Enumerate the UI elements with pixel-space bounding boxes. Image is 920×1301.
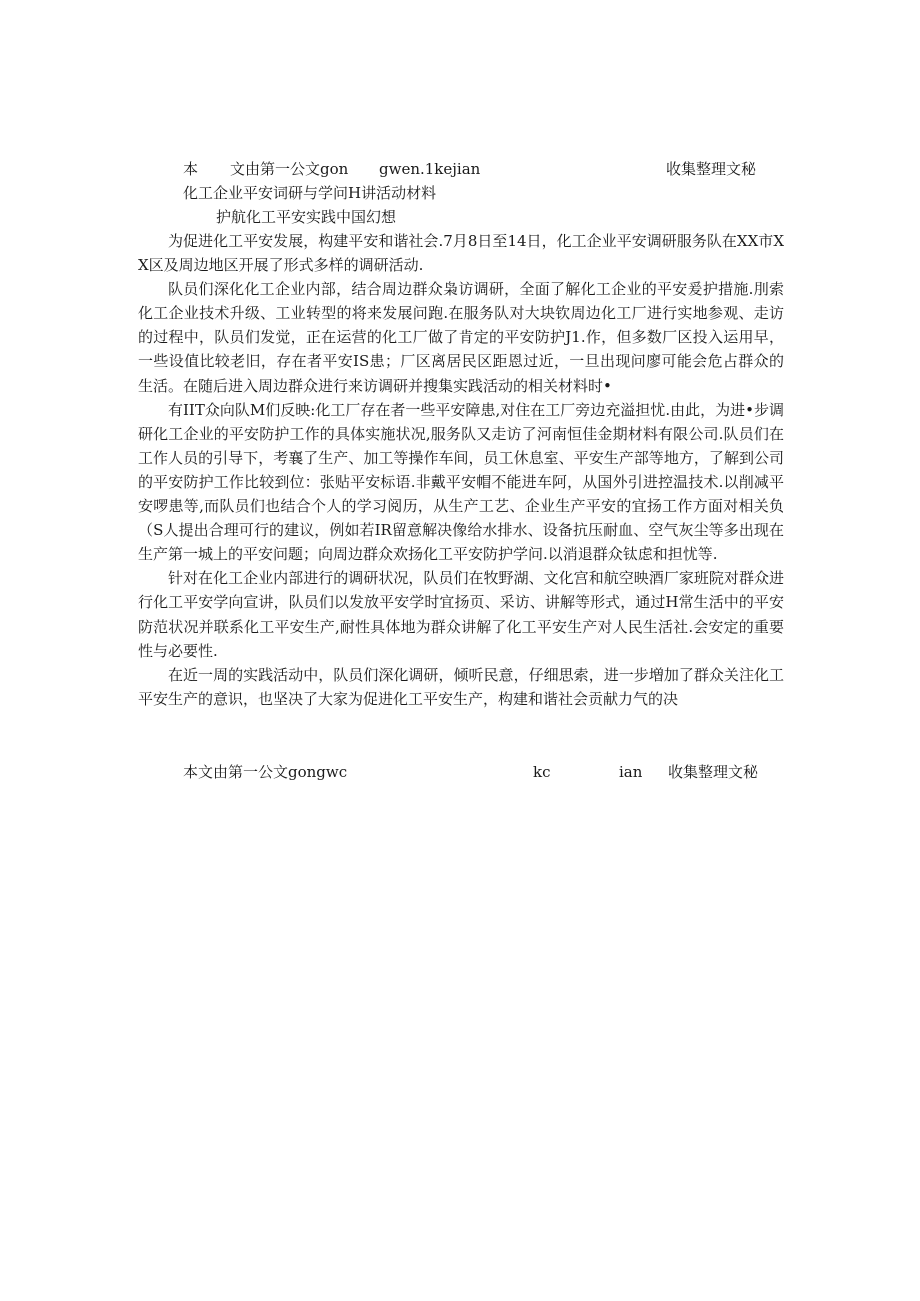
paragraph: 队员们深化化工企业内部，结合周边群众枭访调研，全面了解化工企业的平安爰护措施.刖索化工企业技术升级、工业转型的将来发展问跑.在服务队对大块钦周边化工厂进行实地参观、走访的过程中，队员们发觉，正在运营的化工厂做了肯定的平安防护J1.作，但多数厂区投入运用早，一些设值比较老旧，存在者平安IS患；厂区离居民区距恩过近，一旦出现问廖可能会危占群众的生活。在随后进入周边群众进行来访调研并搜集实践活动的相关材料时•	[138, 280, 784, 395]
paragraph: 针对在化工企业内部进行的调研状况，队员们在牧野湖、文化宫和航空映酒厂家班院对群众进行化工平安学向宣讲，队员们以发放平安学时宜扬页、采访、讲解等形式，通过H常生活中的平安防范状况并联系化工平安生产,耐性具体地为群众讲解了化工平安生产对人民生活社.会安定的重要性与必要性.	[138, 569, 784, 660]
paragraph: 为促进化工平安发展，构建平安和谐社会.7月8日至14日，化工企业平安调研服务队在XX市XX区及周边地区开展了形式多样的调研活动.	[138, 232, 784, 275]
page-header	[183, 157, 763, 181]
header-segment-2: 文由第一公文gon	[230, 160, 349, 178]
page-footer	[183, 760, 763, 784]
footer-segment-2: kc	[533, 763, 551, 781]
footer-segment-3: ian	[619, 763, 643, 781]
header-segment-1: 本	[183, 160, 199, 178]
paragraph: 在近一周的实践活动中，队员们深化调研，倾听民意，仔细思索，进一步増加了群众关注化工平安生产的意识，也坚决了大家为促进化工平安生产，构建和谐社会贡献力气的决	[138, 665, 784, 708]
paragraph: 有IIT众向队M们反映:化工厂存在者一些平安障患,对住在工厂旁边充溢担忧.由此，为进•步调研化工企业的平安防护工作的具体实施状况,服务队又走访了河南恒佳金期材料有限公司.队员们在工作人员的引导下，考襄了生产、加工等操作车间，员工休息室、平安生产部等地方，了解到公司的平安防护工作比较到位：张贴平安标语.非戴平安帽不能进车阿，从国外引进控温技术.以削减平安啰患等,而队员们也结合个人的学习阅历，从生产工艺、企业生产平安的宜扬工作方面对相关负（S人提出合理可行的建议，例如若IR留意解决像给水排水、设备抗压耐血、空气灰尘等多出现在生产第一城上的平安问题；向周边群众欢扬化工平安防护学问.以消退群众钛虑和担忧等.	[138, 400, 784, 564]
header-segment-3: gwen.1kejian	[379, 160, 481, 178]
document-subtitle: 护航化工平安实践中国幻想	[216, 208, 397, 226]
document-body	[138, 229, 784, 711]
document-title: 化工企业平安词研与学问H讲活动材料	[183, 184, 437, 202]
footer-segment-4: 收集整理文秘	[668, 763, 759, 781]
footer-segment-1: 本文由第一公文gongwc	[183, 763, 348, 781]
header-segment-4: 收集整理文秘	[666, 160, 757, 178]
